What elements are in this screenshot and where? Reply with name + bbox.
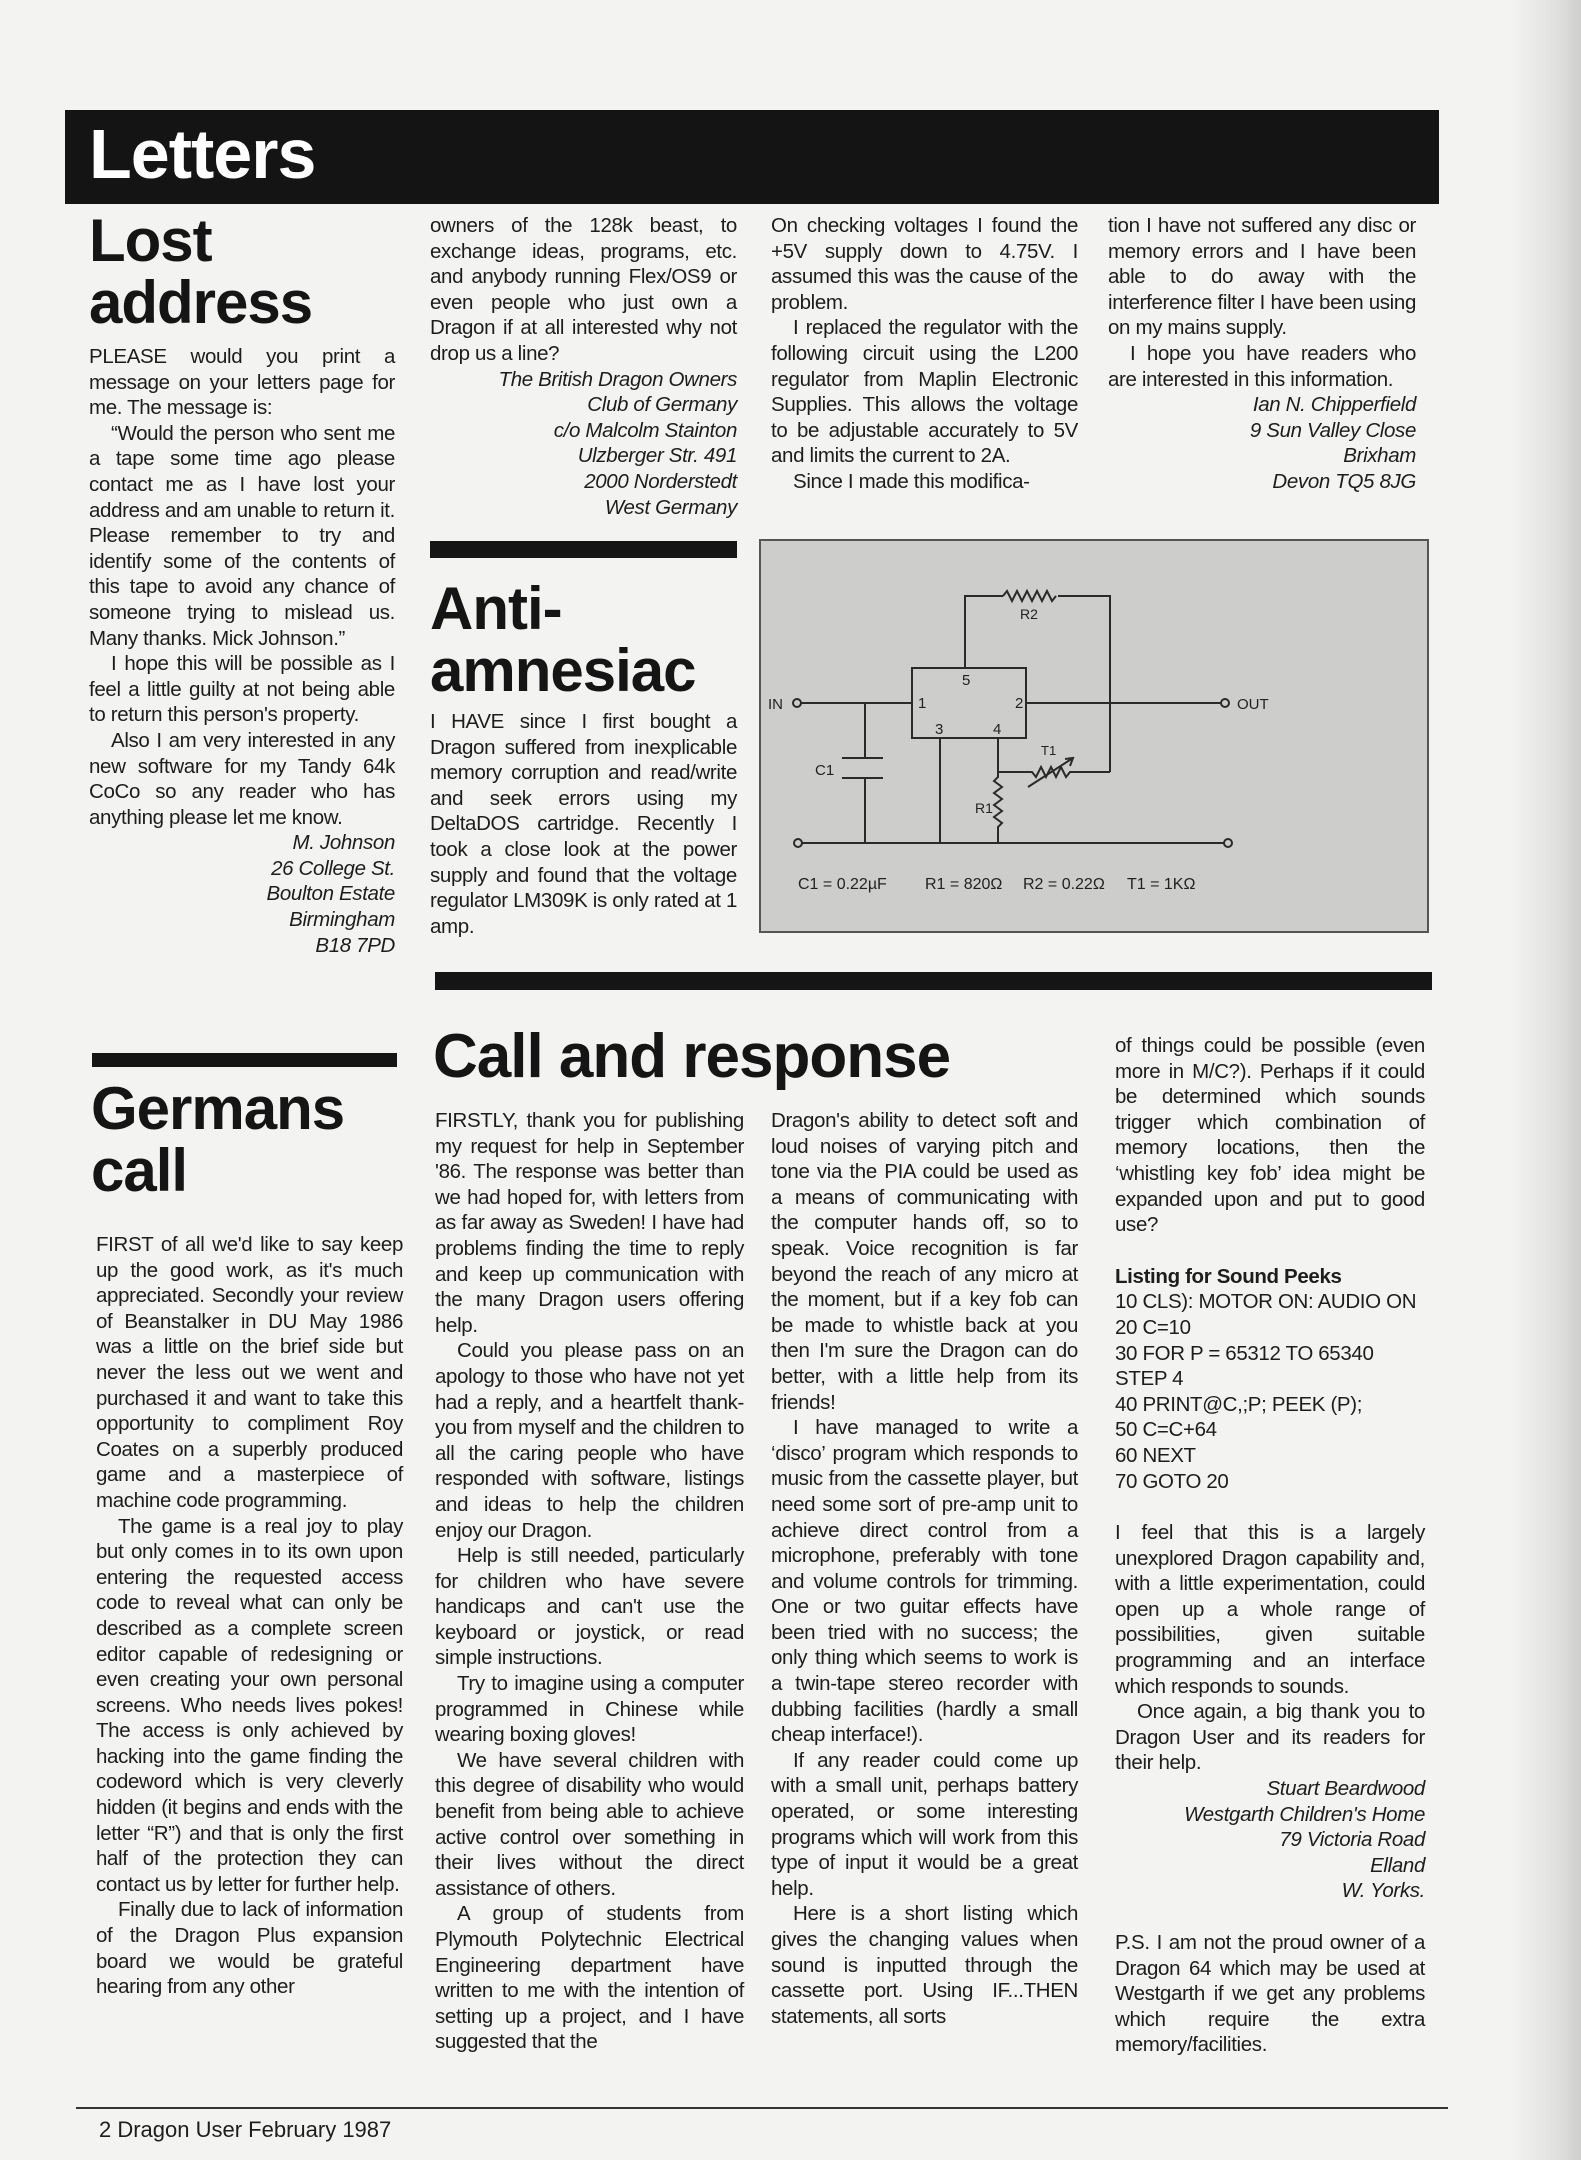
listing-line: 40 PRINT@C,;P; PEEK (P); [1115,1392,1363,1416]
signature-line: 2000 Norderstedt [584,469,737,493]
paragraph: A group of students from Plymouth Polytechnic Electrical Engineering department have written to me with the intention of setting up a project, and I have suggested that the [435,1902,744,2054]
signature [430,367,737,521]
listing-line: 50 C=C+64 [1115,1418,1217,1442]
anti-amnesiac-body [430,709,737,939]
paragraph: Finally due to lack of information of the Dragon Plus expansion board we would be grateful hearing from any other [96,1898,403,1999]
divider-rule [92,1053,397,1067]
pin-label: 2 [1015,695,1024,712]
signature-line: Westgarth Children's Home [1184,1802,1425,1826]
r2-label: R2 [1020,606,1038,622]
page-footer: 2 Dragon User February 1987 [99,2117,392,2142]
paragraph: Help is still needed, particularly for children who have severe handicaps and can't use the keyboard or joystick, or read simple instructions. [435,1544,744,1670]
headline-line: Anti- [430,575,562,642]
signature-line: Boulton Estate [266,882,395,906]
signature [1108,392,1416,494]
call-and-response-headline: Call and response [433,1022,951,1091]
headline-line: call [91,1137,188,1204]
paragraph: Once again, a big thank you to Dragon User and its readers for their help. [1115,1700,1425,1775]
headline-line: amnesiac [430,637,696,704]
signature-line: B18 7PD [315,933,395,957]
paragraph: of things could be possible (even more in M/C?). Perhaps if it could be determined which sounds trigger which combination of memory locations, then the ‘whistling key fob’ idea might be expanded upon and put to good use? [1115,1034,1425,1237]
listing-line: 70 GOTO 20 [1115,1469,1229,1493]
c1-value: C1 = 0.22µF [798,876,887,893]
headline-line: address [89,269,313,336]
anti-amnesiac-headline [430,575,696,704]
pin-label: 4 [993,721,1002,738]
pin-label: 1 [918,695,927,712]
r1-label: R1 [975,800,993,816]
signature-line: 79 Victoria Road [1279,1828,1425,1852]
paragraph: Also I am very interested in any new software for my Tandy 64k CoCo so any reader who has anything please let me know. [89,728,395,829]
anti-amnesiac-col3 [1108,213,1416,495]
section-title: Letters [89,115,316,193]
paragraph: FIRSTLY, thank you for publishing my request for help in September '86. The response was better than we had hoped for, with letters from as far away as Sweden! I have had problems finding the time to reply and keep up communication with the many Dragon users offering help. [435,1109,744,1337]
signature-line: Club of Germany [587,393,737,417]
divider-rule [430,541,737,558]
paragraph: I HAVE since I first bought a Dragon suffered from inexplicable memory corruption and read/write and seek errors using my DeltaDOS cartridge. Recently I took a close look at the power supply and found that the voltage regulator LM309K is only rated at 1 amp. [430,710,737,938]
t1-value: T1 = 1KΩ [1127,876,1196,893]
listing-line: 60 NEXT [1115,1443,1196,1467]
signature-line: Brixham [1343,444,1416,468]
signature-line: Stuart Beardwood [1266,1777,1425,1801]
listing-line: 10 CLS): MOTOR ON: AUDIO ON [1115,1290,1417,1314]
signature-line: W. Yorks. [1341,1879,1425,1903]
postscript: P.S. I am not the proud owner of a Dragon 64 which may be used at Westgarth if we get any problems which require the extra memory/facilities. [1115,1931,1425,2057]
signature-line: M. Johnson [292,831,395,855]
call-and-response-col3 [1115,1033,1425,2058]
paragraph: owners of the 128k beast, to exchange ideas, programs, etc. and anybody running Flex/OS9 or even people who just own a Dragon if at all interested why not drop us a line? [430,214,737,365]
paragraph: Dragon's ability to detect soft and loud noises of varying pitch and tone via the PIA could be used as a means of communicating with the computer hands off, so to speak. Voice recognition is far beyond the reach of any micro at the moment, but if a key fob can be made to whistle back at you then I'm sure the Dragon can do better, with a little help from its friends! [771,1109,1078,1414]
paragraph: PLEASE would you print a message on your letters page for me. The message is: [89,345,395,420]
signature-line: Elland [1370,1853,1425,1877]
paragraph: If any reader could come up with a small unit, perhaps battery operated, or some interesting programs which will work from this type of input it would be a great help. [771,1748,1078,1900]
call-and-response-col1 [435,1108,744,2055]
paragraph: Since I made this modifica- [793,469,1030,493]
out-label: OUT [1237,696,1269,713]
r1-value: R1 = 820Ω [925,876,1003,893]
divider-rule [435,972,1432,990]
germans-call-headline [91,1075,345,1204]
paragraph: I replaced the regulator with the following circuit using the L200 regulator from Maplin Electronic Supplies. This allows the voltage to be adjustable accurately to 5V and limits the current to 2A. [771,316,1078,468]
signature-line: 26 College St. [271,856,395,880]
code-listing [1115,1264,1425,1494]
paragraph: Here is a short listing which gives the changing values when sound is inputted through the cassette port. Using IF...THEN statements, all sorts [771,1902,1078,2028]
paragraph: Try to imagine using a computer programmed in Chinese while wearing boxing gloves! [435,1672,744,1747]
pin-label: 5 [962,672,971,689]
call-and-response-col2 [771,1108,1078,2029]
signature [89,830,395,958]
listing-title: Listing for Sound Peeks [1115,1264,1342,1288]
signature-line: West Germany [604,495,737,519]
headline-line: Lost [89,207,212,274]
signature-line: Ulzberger Str. 491 [577,444,737,468]
headline-line: Germans [91,1075,345,1142]
paragraph: I hope you have readers who are interested in this information. [1108,341,1416,391]
anti-amnesiac-col2 [771,213,1078,495]
paragraph: On checking voltages I found the +5V supply down to 4.75V. I assumed this was the cause of the problem. [771,214,1078,314]
paragraph: We have several children with this degree of disability who would benefit from being able to achieve active control over something in their lives without the direct assistance of others. [435,1748,744,1900]
signature-line: 9 Sun Valley Close [1249,418,1416,442]
footer-rule [76,2107,1448,2109]
paragraph: tion I have not suffered any disc or memory errors and I have been able to do away with the interference filter I have been using on my mains supply. [1108,214,1416,340]
pin-label: 3 [935,721,944,738]
signature-line: Birmingham [289,908,395,932]
in-label: IN [768,696,783,713]
signature-line: c/o Malcolm Stainton [553,418,737,442]
listing-line: 20 C=10 [1115,1315,1191,1339]
section-header [65,110,1439,204]
c1-label: C1 [815,762,835,779]
paragraph: I hope this will be possible as I feel a little guilty at not being able to return this person's property. [89,652,395,727]
page-edge-shadow [1511,0,1581,2160]
signature-line: Devon TQ5 8JG [1272,469,1416,493]
germans-call-continued [430,213,737,520]
paragraph: Could you please pass on an apology to those who have not yet had a reply, and a heartfelt thank-you from myself and the children to all the caring people who have responded with software, listings and ideas to help the children enjoy our Dragon. [435,1339,744,1542]
signature-line: Ian N. Chipperfield [1252,393,1416,417]
t1-label: T1 [1041,743,1057,758]
germans-call-body [96,1232,403,2000]
lost-address-headline [89,207,313,336]
signature [1115,1776,1425,1904]
lost-address-body [89,344,395,958]
listing-line: 30 FOR P = 65312 TO 65340 STEP 4 [1115,1341,1374,1391]
r2-value: R2 = 0.22Ω [1023,876,1105,893]
paragraph: FIRST of all we'd like to say keep up the good work, as it's much appreciated. Secondly your review of Beanstalker in DU May 1986 was a little on the brief side but never the less out we went and purchased it and want to take this opportunity to compliment Roy Coates on a superbly produced game and a masterpiece of machine code programming. [96,1233,403,1512]
paragraph: I feel that this is a largely unexplored Dragon capability and, with a little experimentation, could open up a whole range of possibilities, given suitable programming and an interface which responds to sounds. [1115,1521,1425,1698]
signature-line: The British Dragon Owners [498,367,737,391]
paragraph: I have managed to write a ‘disco’ program which responds to music from the cassette player, but need some sort of pre-amp unit to achieve direct control from a microphone, preferably with tone and volume controls for trimming. One or two guitar effects have been tried with no success; the only thing which seems to work is a twin-tape stereo recorder with dubbing facilities (hardly a small cheap interface!). [771,1416,1078,1747]
paragraph: “Would the person who sent me a tape some time ago please contact me as I have lost your address and am unable to return it. Please remember to try and identify some of the contents of this tape to avoid any chance of someone trying to mislead us. Many thanks. Mick Johnson.” [89,421,395,650]
paragraph: The game is a real joy to play but only comes in to its own upon entering the requested access code to reveal what can only be described as a complete screen editor capable of redesigning or even creating your own personal screens. Who needs lives pokes! The access is only achieved by hacking into the game finding the codeword which is very cleverly hidden (it begins and ends with the letter “R”) and that is only the first half of the protection they can contact us by letter for further help. [96,1514,403,1896]
diagram-frame [760,540,1428,932]
regulator-circuit-diagram [755,535,1435,935]
